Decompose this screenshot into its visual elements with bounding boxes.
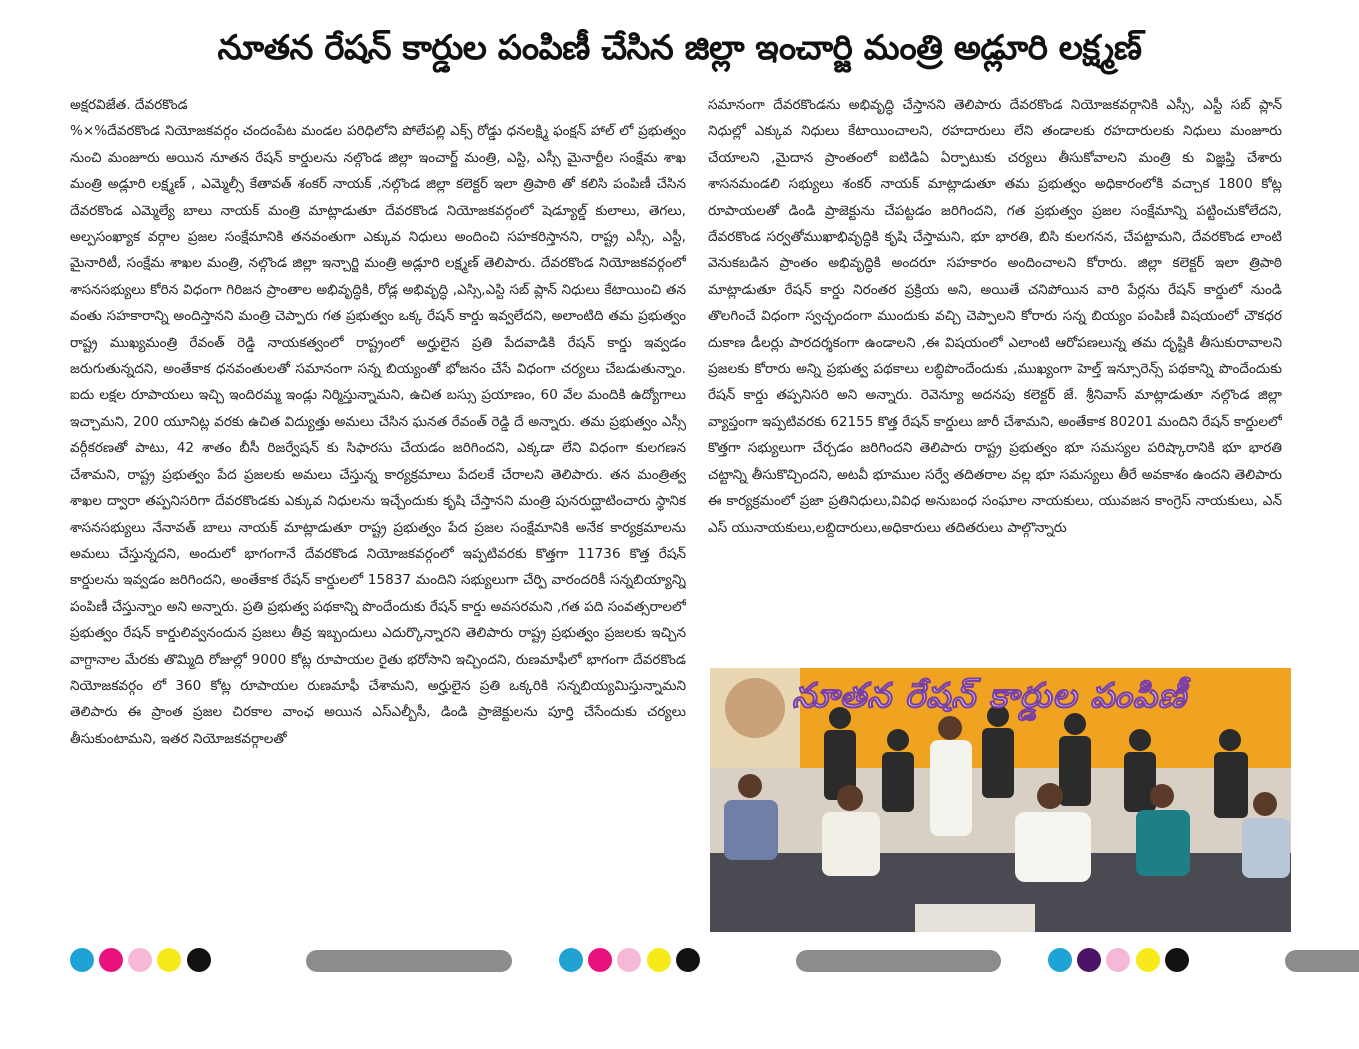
- right-column-text: సమానంగా దేవరకొండను అభివృద్ధి చేస్తానని తెలిపారు దేవరకొండ నియోజకవర్గానికి ఎస్సీ, ఎస్టీ సబ్ ప్లాన్ నిధుల్లో ఎక్కువ నిధులు కేటాయించాలని, రహదారులు లేని తండాలకు రహదారులకు నిధులు మంజూరు చేయాలని ,మైదాన ప్రాంతంలో ఐటిడిఏ ఏర్పాటుకు చర్యలు తీసుకోవాలని మంత్రి కు విజ్ఞప్తి చేశారు శాసనమండలి సభ్యులు శంకర్ నాయక్ మాట్లాడుతూ తమ ప్రభుత్వం అధికారంలోకి వచ్చాక 1800 కోట్ల రూపాయలతో డిండి ప్రాజెక్టును చేపట్టడం జరిగిందని, గత ప్రభుత్వం ప్రజల సంక్షేమాన్ని పట్టించుకోలేదని, దేవరకొండ సర్వతోముఖాభివృద్ధికి కృషి చేస్తామని, భూ భారతి, బిసి కులగనన, చేపట్టామని, దేవరకొండ లాంటి వెనుకబడిన ప్రాంతం అభివృద్ధికి అందరూ సహకారం అందించాలని కోరారు. జిల్లా కలెక్టర్ ఇలా త్రిపాఠి మాట్లాడుతూ రేషన్ కార్డు నిరంతర ప్రక్రియ అని, అయితే చనిపోయిన వారి పేర్లను రేషన్ కార్డులో నుండి తొలగించే విధంగా స్వచ్ఛందంగా ముందుకు వచ్చి చెప్పాలని కోరారు సన్న బియ్యం పంపిణీ విషయంలో చౌకధర దుకాణ డీలర్లు పారదర్శకంగా ఉండాలని ,ఈ విషయంలో ఎలాంటి ఆరోపణలున్న తమ దృష్టికి తీసుకురావాలని ప్రజలకు కోరారు అన్ని ప్రభుత్వ పథకాలు లబ్ధిపొందేందుకు ,ముఖ్యంగా హెల్త్ ఇన్సూరెన్స్ పథకాన్ని పొందేందుకు రేషన్ కార్డు తప్పనిసరి అని అన్నారు. రెవెన్యూ అదనపు కలెక్టర్ జే. శ్రీనివాస్ మాట్లాడుతూ నల్గొండ జిల్లా వ్యాప్తంగా ఇప్పటివరకు 62155 కొత్త రేషన్ కార్డులు జారీ చేశామని, అంతేకాక 80201 మందిని రేషన్ కార్డులలో కొత్తగా సభ్యులుగా చేర్చడం జరిగిందని తెలిపారు రాష్ట్ర ప్రభుత్వం భూ సమస్యల పరిష్కారానికి భూ భారతి చట్టాన్ని తీసుకొచ్చిందని, అటవీ భూముల సర్వే తదితరాల వల్ల భూ సమస్యలు తీరే అవకాశం ఉందని తెలిపారు ఈ కార్యక్రమంలో ప్రజా ప్రతినిధులు,వివిధ అనుబంధ సంఘాల నాయకులు, యువజన కాంగ్రెస్ నాయకులు, ఎన్ ఎస్ యునాయకులు,లబ్దిదారులు,అధికారులు తదితరులు పాల్గొన్నారు: [708, 97, 1282, 536]
- registration-bar: [1285, 950, 1359, 972]
- registration-dot: [588, 948, 612, 972]
- registration-bar: [796, 950, 1001, 972]
- registration-dot: [1165, 948, 1189, 972]
- registration-dot: [1106, 948, 1130, 972]
- registration-dot: [647, 948, 671, 972]
- article-left-column: [70, 92, 686, 932]
- registration-dot: [617, 948, 641, 972]
- event-photo: [710, 668, 1291, 932]
- registration-dot: [99, 948, 123, 972]
- registration-dot: [70, 948, 94, 972]
- headline: నూతన రేషన్ కార్డుల పంపిణీ చేసిన జిల్లా ఇంచార్జి మంత్రి అడ్లూరి లక్ష్మణ్: [217, 28, 1142, 68]
- registration-dot: [187, 948, 211, 972]
- article-right-column: [708, 92, 1282, 662]
- registration-dot: [676, 948, 700, 972]
- banner-portrait: [725, 678, 785, 738]
- dateline: అక్షరవిజేత. దేవరకొండ: [70, 97, 188, 113]
- registration-marks: [0, 948, 1359, 974]
- registration-dot: [1048, 948, 1072, 972]
- registration-dot: [1077, 948, 1101, 972]
- registration-bar: [306, 950, 512, 972]
- registration-dot: [1136, 948, 1160, 972]
- table: [915, 904, 1035, 932]
- registration-dot: [559, 948, 583, 972]
- banner-text: నూతన రేషన్ కార్డుల పంపిణీ: [792, 676, 1187, 716]
- left-column-text: %×%దేవరకొండ నియోజకవర్గం చందంపేట మండల పరిధిలోని పోలేపల్లి ఎక్స్ రోడ్డు ధనలక్ష్మి ఫంక్షన్ హాల్ లో ప్రభుత్వం నుంచి మంజూరు అయిన నూతన రేషన్ కార్డులను నల్గొండ జిల్లా ఇంచార్జ్ మంత్రి, ఎస్టి, ఎస్సీ మైనార్టీల సంక్షేమ శాఖ మంత్రి అడ్లూరి లక్ష్మణ్ , ఎమ్మెల్సీ కేతావత్ శంకర్ నాయక్ ,నల్గొండ జిల్లా కలెక్టర్ ఇలా త్రిపాఠి తో కలిసి పంపిణీ చేసిన దేవరకొండ ఎమ్మెల్యే బాలు నాయక్ మంత్రి మాట్లాడుతూ దేవరకొండ నియోజకవర్గంలో షెడ్యూల్డ్ కులాలు, తెగలు, అల్పసంఖ్యాక వర్గాల ప్రజల సంక్షేమానికి తనవంతుగా ఎక్కువ నిధులు అందించి సహకరిస్తానని, రాష్ట్ర ఎస్సీ, ఎస్టీ, మైనారిటీ, సంక్షేమ శాఖల మంత్రి, నల్గొండ జిల్లా ఇన్చార్జి మంత్రి అడ్లూరి లక్ష్మణ్ తెలిపారు. దేవరకొండ నియోజకవర్గంలో శాసనసభ్యులు కోరిన విధంగా గిరిజన ప్రాంతాల అభివృద్ధికి, రోడ్ల అభివృద్ధి ,ఎస్సి,ఎస్టి సబ్ ప్లాన్ నిధులు కేటాయించి తన వంతు సహకారాన్ని అందిస్తానని మంత్రి చెప్పారు గత ప్రభుత్వం ఒక్క రేషన్ కార్డు ఇవ్వలేదని, అలాంటిది తమ ప్రభుత్వం రాష్ట్ర ముఖ్యమంత్రి రేవంత్ రెడ్డి నాయకత్వంలో రాష్ట్రంలో అర్హులైన ప్రతి పేదవాడికి రేషన్ కార్డు ఇవ్వడం జరుగుతున్నదని, అంతేకాక ధనవంతులతో సమానంగా సన్న బియ్యంతో భోజనం చేసే విధంగా చర్యలు చేబడుతున్నాం. ఐదు లక్షల రూపాయలు ఇచ్చి ఇందిరమ్మ ఇండ్లు నిర్మిస్తున్నామని, ఉచిత బస్సు ప్రయాణం, 60 వేల మందికి ఉద్యోగాలు ఇచ్చామని, 200 యూనిట్ల వరకు ఉచిత విద్యుత్తు అమలు చేసిన ఘనత రేవంత్ రెడ్డి దే అన్నారు. తమ ప్రభుత్వం ఎస్సీ వర్గీకరణతో పాటు, 42 శాతం బీసీ రిజర్వేషన్ కు సిఫారసు చేయడం జరిగిందని, ఎక్కడా లేని విధంగా కులగణన చేశామని, రాష్ట్ర ప్రభుత్వం పేద ప్రజలకు అమలు చేస్తున్న కార్యక్రమాలు పేదలకే చేరాలని తెలిపారు. తన మంత్రిత్వ శాఖల ద్వారా తప్పనిసరిగా దేవరకొండకు ఎక్కువ నిధులను ఇచ్చేందుకు కృషి చేస్తానని మంత్రి పునరుద్ఘాటించారు స్థానిక శాసనసభ్యులు నేనావత్ బాలు నాయక్ మాట్లాడుతూ రాష్ట్ర ప్రభుత్వం పేద ప్రజల సంక్షేమానికి అనేక కార్యక్రమాలను అమలు చేస్తున్నదని, అందులో భాగంగానే దేవరకొండ నియోజకవర్గంలో ఇప్పటివరకు కొత్తగా 11736 కొత్త రేషన్ కార్డులను ఇవ్వడం జరిగిందని, అంతేకాక రేషన్ కార్డులలో 15837 మందిని సభ్యులుగా చేర్పి వారందరికీ సన్నబియ్యాన్ని పంపిణీ చేస్తున్నాం అని అన్నారు. ప్రతి ప్రభుత్వ పథకాన్ని పొందేందుకు రేషన్ కార్డు అవసరమని ,గత పది సంవత్సరాలలో ప్రభుత్వం రేషన్ కార్డులివ్వనందున ప్రజలు తీవ్ర ఇబ్బందులు ఎదుర్కొన్నారని తెలిపారు రాష్ట్ర ప్రభుత్వం ప్రజలకు ఇచ్చిన వాగ్దానాల మేరకు తొమ్మిది రోజుల్లో 9000 కోట్ల రూపాయల రైతు భరోసాని ఇచ్చిందని, రుణమాఫీలో భాగంగా దేవరకొండ నియోజకవర్గం లో 360 కోట్ల రూపాయల రుణమాఫీ చేశామని, అర్హులైన ప్రతి ఒక్కరికి సన్నబియ్యమిస్తున్నామని తెలిపారు ఈ ప్రాంత ప్రజల చిరకాల వాంఛ అయిన ఎస్ఎల్బీసీ, డిండి ప్రాజెక్టులను పూర్తి చేసేందుకు చర్యలు తీసుకుంటామని, ఇతర నియోజకవర్గాలతో: [70, 123, 686, 747]
- registration-dot: [128, 948, 152, 972]
- registration-dot: [157, 948, 181, 972]
